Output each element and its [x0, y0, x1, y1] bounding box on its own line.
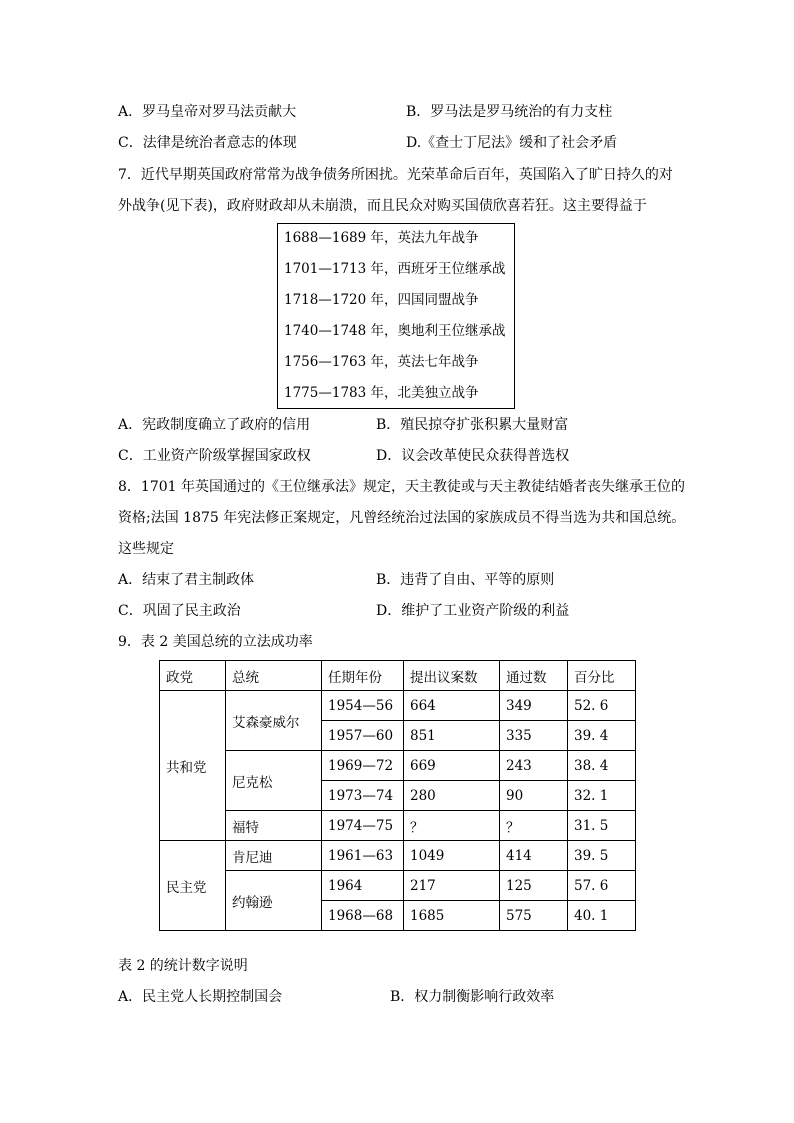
president-cell-eisenhower: 艾森豪威尔: [226, 691, 322, 751]
q8-stem-line3: 这些规定: [118, 541, 174, 557]
president-cell-nixon: 尼克松: [226, 751, 322, 811]
term-cell: 1974—75: [322, 811, 404, 841]
header-percent: 百分比: [568, 661, 636, 691]
q7-option-c: C．工业资产阶级掌握国家政权: [118, 448, 311, 464]
percent-cell: 40. 1: [568, 901, 636, 931]
q7-option-d: D．议会改革使民众获得普选权: [376, 448, 570, 464]
president-cell-johnson: 约翰逊: [226, 871, 322, 931]
table-row: [160, 811, 636, 841]
passed-cell: 575: [500, 901, 568, 931]
q8-stem-line2: 资格;法国 1875 年宪法修正案规定，凡曾经统治过法国的家族成员不得当选为共和国总统。: [118, 510, 686, 526]
war-item: 1688—1689 年，英法九年战争: [284, 230, 479, 246]
header-term: 任期年份: [322, 661, 404, 691]
q6-option-d: D.《查士丁尼法》缓和了社会矛盾: [406, 135, 618, 151]
q6-option-b: B．罗马法是罗马统治的有力支柱: [406, 104, 613, 120]
q9-option-b: B．权力制衡影响行政效率: [390, 989, 555, 1005]
president-cell-kennedy: 肯尼迪: [226, 841, 322, 871]
q8-option-c: C．巩固了民主政治: [118, 603, 241, 619]
proposed-cell: 669: [404, 751, 500, 781]
q7-stem-line2: 外战争(见下表)，政府财政却从未崩溃，而且民众对购买国债欣喜若狂。这主要得益于: [118, 198, 647, 214]
q7-stem-line1: 7．近代早期英国政府常常为战争债务所困扰。光荣革命后百年，英国陷入了旷日持久的对: [118, 167, 673, 183]
q6-option-a: A．罗马皇帝对罗马法贡献大: [118, 104, 297, 120]
percent-cell: 31. 5: [568, 811, 636, 841]
q8-option-a: A．结束了君主制政体: [118, 572, 255, 588]
passed-cell: 90: [500, 781, 568, 811]
term-cell: 1973—74: [322, 781, 404, 811]
war-item: 1775—1783 年，北美独立战争: [284, 385, 479, 401]
passed-cell: 414: [500, 841, 568, 871]
proposed-cell: 664: [404, 691, 500, 721]
term-cell: 1957—60: [322, 721, 404, 751]
q9-option-a: A．民主党人长期控制国会: [118, 989, 283, 1005]
header-party: 政党: [160, 661, 226, 691]
percent-cell: 57. 6: [568, 871, 636, 901]
proposed-cell: 1685: [404, 901, 500, 931]
table-header-row: [160, 661, 636, 691]
term-cell: 1961—63: [322, 841, 404, 871]
percent-cell: 39. 5: [568, 841, 636, 871]
party-cell-republican: 共和党: [160, 691, 226, 841]
q8-option-b: B．违背了自由、平等的原则: [376, 572, 555, 588]
table-row: [160, 841, 636, 871]
q9-stem: 9．表 2 美国总统的立法成功率: [118, 634, 313, 650]
president-cell-ford: 福特: [226, 811, 322, 841]
war-item: 1701—1713 年，西班牙王位继承战: [284, 261, 506, 277]
q6-option-c: C．法律是统治者意志的体现: [118, 135, 297, 151]
war-item: 1756—1763 年，英法七年战争: [284, 354, 479, 370]
proposed-cell: 280: [404, 781, 500, 811]
header-president: 总统: [226, 661, 322, 691]
party-cell-democrat: 民主党: [160, 841, 226, 931]
q7-option-a: A．宪政制度确立了政府的信用: [118, 417, 311, 433]
table-row: [160, 691, 636, 721]
proposed-cell: 217: [404, 871, 500, 901]
legislation-table: [159, 660, 636, 931]
passed-cell: ？: [500, 811, 568, 841]
passed-cell: 335: [500, 721, 568, 751]
header-passed: 通过数: [500, 661, 568, 691]
table-row: [160, 871, 636, 901]
percent-cell: 39. 4: [568, 721, 636, 751]
q9-note: 表 2 的统计数字说明: [118, 958, 248, 974]
passed-cell: 125: [500, 871, 568, 901]
proposed-cell: 851: [404, 721, 500, 751]
q7-wars-box: [277, 223, 515, 409]
proposed-cell: 1049: [404, 841, 500, 871]
percent-cell: 32. 1: [568, 781, 636, 811]
percent-cell: 52. 6: [568, 691, 636, 721]
q8-stem-line1: 8．1701 年英国通过的《王位继承法》规定，天主教徒或与天主教徒结婚者丧失继承王位的: [118, 479, 685, 495]
term-cell: 1968—68: [322, 901, 404, 931]
term-cell: 1969—72: [322, 751, 404, 781]
term-cell: 1964: [322, 871, 404, 901]
percent-cell: 38. 4: [568, 751, 636, 781]
war-item: 1718—1720 年，四国同盟战争: [284, 292, 479, 308]
term-cell: 1954—56: [322, 691, 404, 721]
table-row: [160, 751, 636, 781]
q7-option-b: B．殖民掠夺扩张积累大量财富: [376, 417, 569, 433]
passed-cell: 243: [500, 751, 568, 781]
war-item: 1740—1748 年，奥地利王位继承战: [284, 323, 506, 339]
header-proposed: 提出议案数: [404, 661, 500, 691]
q8-option-d: D．维护了工业资产阶级的利益: [376, 603, 570, 619]
passed-cell: 349: [500, 691, 568, 721]
proposed-cell: ？: [404, 811, 500, 841]
